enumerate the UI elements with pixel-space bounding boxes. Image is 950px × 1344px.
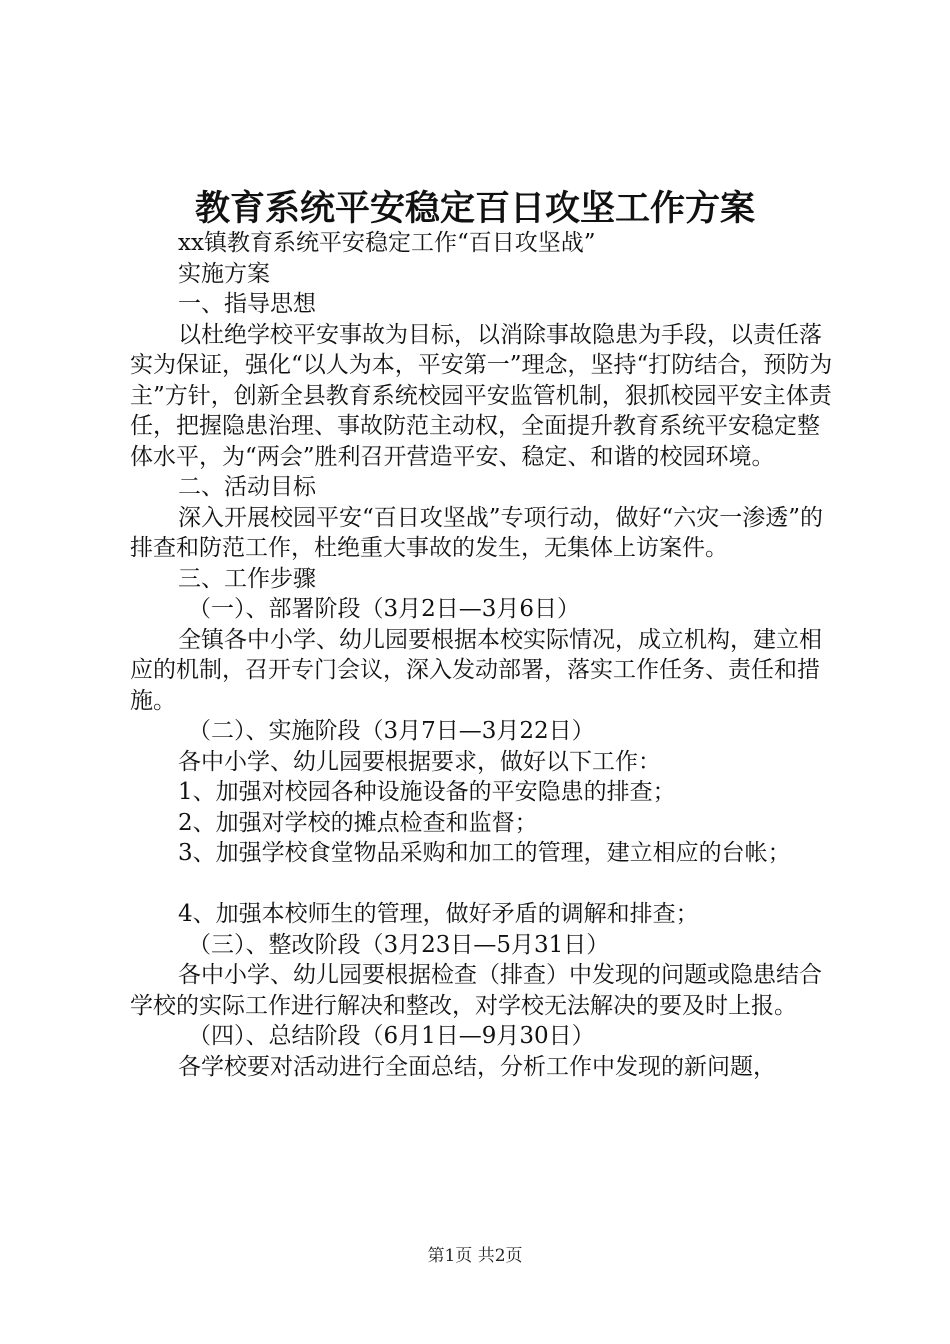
body-paragraph: 各中小学、幼儿园要根据要求，做好以下工作： — [178, 748, 661, 775]
subtitle-line: 实施方案 — [178, 260, 270, 287]
section-heading: 一、指导思想 — [178, 291, 316, 317]
stage-heading: （一）、部署阶段（3月2日—3月6日） — [188, 596, 581, 622]
stage-heading: （四）、总结阶段（6月1日—9月30日） — [188, 1023, 595, 1049]
blank-line — [130, 869, 842, 900]
list-item: 3、加强学校食堂物品采购和加工的管理，建立相应的台帐； — [178, 840, 791, 866]
body-paragraph: 各学校要对活动进行全面总结，分析工作中发现的新问题， — [178, 1053, 776, 1080]
body-paragraph: 以杜绝学校平安事故为目标，以消除事故隐患为手段，以责任落实为保证，强化“以人为本，平安第一”理念，坚持“打防结合，预防为主”方针，创新全县教育系统校园平安监管机制，狠抓校园平安主体责任，把握隐患治理、事故防范主动权，全面提升教育系统平安稳定整体水平，为“两会”胜利召开营造平安、稳定、和谐的校园环境。 — [130, 321, 833, 470]
subtitle-line: xx镇教育系统平安稳定工作“百日攻坚战” — [178, 230, 596, 256]
document-title: 教育系统平安稳定百日攻坚工作方案 — [194, 188, 755, 229]
stage-heading: （二）、实施阶段（3月7日—3月22日） — [188, 718, 595, 744]
document-body — [130, 228, 842, 1082]
page-number: 第1页 共2页 — [427, 1246, 523, 1266]
section-heading: 三、工作步骤 — [178, 565, 316, 592]
list-item: 4、加强本校师生的管理，做好矛盾的调解和排查； — [178, 901, 699, 927]
list-item: 2、加强对学校的摊点检查和监督； — [178, 809, 538, 836]
section-heading: 二、活动目标 — [178, 474, 316, 500]
body-paragraph: 深入开展校园平安“百日攻坚战”专项行动，做好“六灾一渗透”的排查和防范工作，杜绝重大事故的发生，无集体上访案件。 — [130, 504, 824, 561]
body-paragraph: 各中小学、幼儿园要根据检查（排查）中发现的问题或隐患结合学校的实际工作进行解决和整改，对学校无法解决的要及时上报。 — [130, 962, 822, 1019]
list-item: 1、加强对校园各种设施设备的平安隐患的排查； — [178, 779, 676, 805]
body-paragraph: 全镇各中小学、幼儿园要根据本校实际情况，成立机构，建立相应的机制，召开专门会议，深入发动部署，落实工作任务、责任和措施。 — [130, 626, 822, 714]
stage-heading: （三）、整改阶段（3月23日—5月31日） — [188, 931, 610, 958]
